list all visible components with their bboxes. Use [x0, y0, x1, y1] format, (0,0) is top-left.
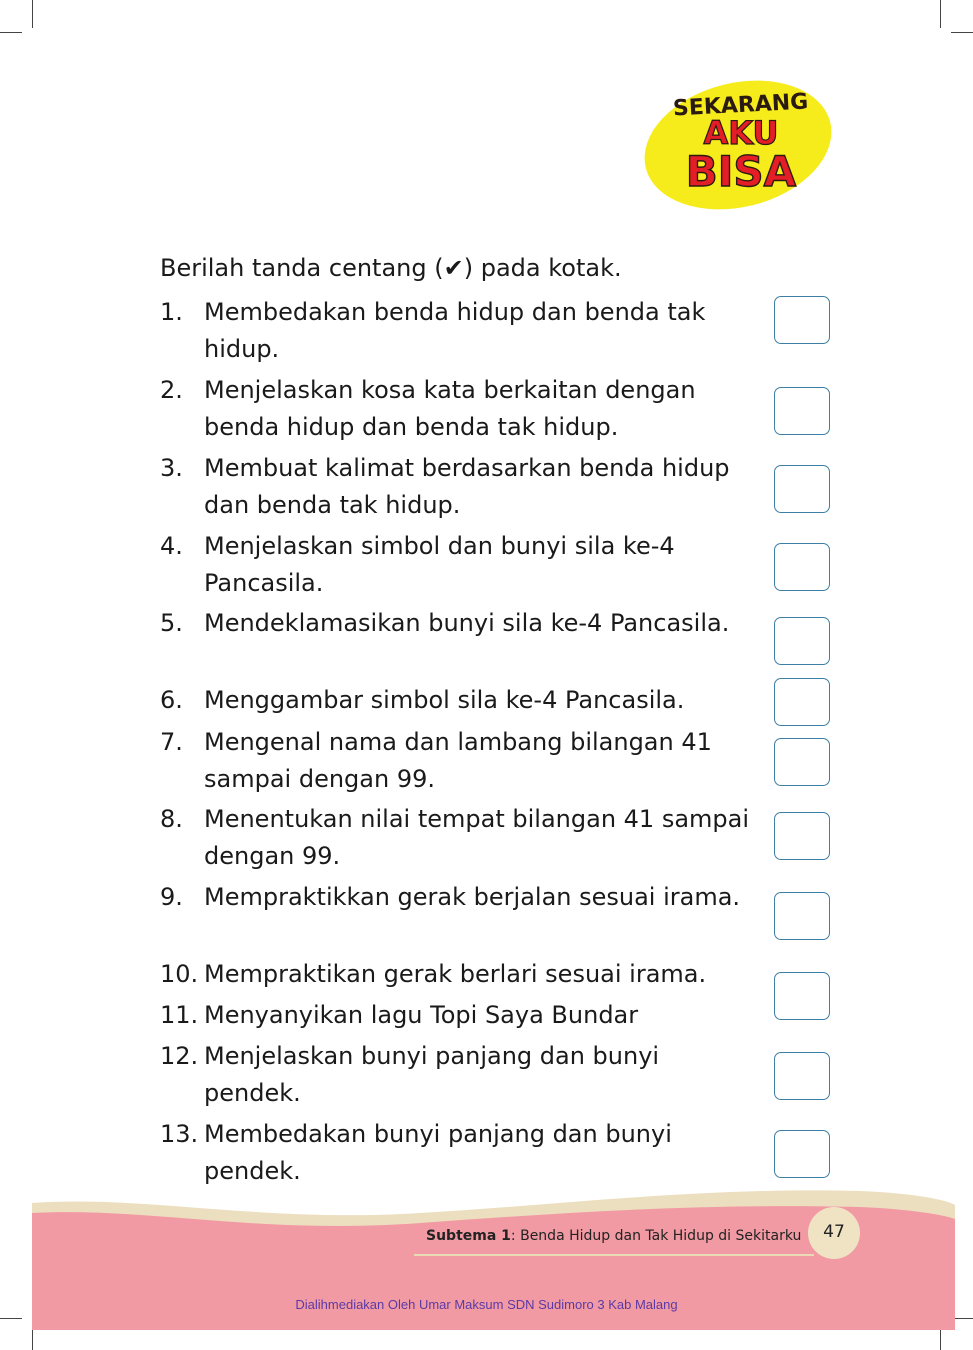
- checkbox-item-12[interactable]: [774, 1130, 830, 1178]
- list-item: [160, 879, 760, 916]
- checkbox-item-5[interactable]: [774, 617, 830, 665]
- item-text: Menentukan nilai tempat bilangan 41 sampai dengan 99.: [204, 805, 750, 870]
- item-text: Menjelaskan simbol dan bunyi sila ke-4 Pancasila.: [204, 532, 675, 597]
- list-item: [160, 997, 760, 1034]
- item-text: Membedakan benda hidup dan benda tak hidup.: [204, 298, 706, 363]
- crop-mark: [940, 0, 941, 28]
- item-text: Menyanyikan lagu Topi Saya Bundar: [204, 1001, 639, 1029]
- list-item: [160, 801, 760, 875]
- item-text: Mempraktikan gerak berlari sesuai irama.: [204, 960, 707, 988]
- sekarang-aku-bisa-badge: [640, 70, 840, 215]
- list-item: [160, 1116, 760, 1190]
- item-number: 11.: [160, 1001, 199, 1029]
- item-number: 2.: [160, 376, 183, 404]
- item-number: 4.: [160, 532, 183, 560]
- badge-line3: BISA: [685, 147, 797, 196]
- checkbox-item-8[interactable]: [774, 812, 830, 860]
- subtema-text: : Benda Hidup dan Tak Hidup di Sekitarku: [510, 1228, 802, 1244]
- checkbox-item-9[interactable]: [774, 892, 830, 940]
- checkbox-item-7[interactable]: [774, 738, 830, 786]
- list-item: [160, 682, 760, 719]
- crop-mark: [32, 0, 33, 28]
- credit-text: Dialihmediakan Oleh Umar Maksum SDN Sudimoro 3 Kab Malang: [295, 1297, 678, 1312]
- checkbox-item-6[interactable]: [774, 678, 830, 726]
- list-item: [160, 528, 760, 602]
- item-number: 12.: [160, 1042, 199, 1070]
- list-item: [160, 724, 760, 798]
- checkbox-item-4[interactable]: [774, 543, 830, 591]
- item-number: 13.: [160, 1120, 199, 1148]
- item-text: Menjelaskan bunyi panjang dan bunyi pendek.: [204, 1042, 660, 1107]
- item-number: 7.: [160, 728, 183, 756]
- item-text: Menjelaskan kosa kata berkaitan dengan benda hidup dan benda tak hidup.: [204, 376, 696, 441]
- list-item: [160, 605, 760, 642]
- list-item: [160, 956, 760, 993]
- checkbox-item-11[interactable]: [774, 1052, 830, 1100]
- item-text: Mengenal nama dan lambang bilangan 41 sampai dengan 99.: [204, 728, 712, 793]
- item-number: 3.: [160, 454, 183, 482]
- item-text: Menggambar simbol sila ke-4 Pancasila.: [204, 686, 685, 714]
- list-item: [160, 372, 760, 446]
- instruction-text: Berilah tanda centang (✔) pada kotak.: [160, 254, 622, 282]
- item-number: 1.: [160, 298, 183, 326]
- crop-mark: [951, 32, 973, 33]
- item-number: 8.: [160, 805, 183, 833]
- badge-line1: SEKARANG: [672, 89, 809, 122]
- item-text: Mendeklamasikan bunyi sila ke-4 Pancasila.: [204, 609, 730, 637]
- item-text: Mempraktikkan gerak berjalan sesuai irama.: [204, 883, 741, 911]
- list-item: [160, 294, 760, 368]
- item-number: 6.: [160, 686, 183, 714]
- badge-line2: AKU: [703, 114, 779, 152]
- subtema-caption: [426, 1228, 801, 1244]
- checkbox-item-3[interactable]: [774, 465, 830, 513]
- item-number: 5.: [160, 609, 183, 637]
- list-item: [160, 1038, 760, 1112]
- checkbox-item-10[interactable]: [774, 972, 830, 1020]
- item-text: Membuat kalimat berdasarkan benda hidup dan benda tak hidup.: [204, 454, 730, 519]
- list-item: [160, 450, 760, 524]
- checkbox-item-2[interactable]: [774, 387, 830, 435]
- subtema-underline: [414, 1254, 814, 1256]
- checkbox-item-1[interactable]: [774, 296, 830, 344]
- item-text: Membedakan bunyi panjang dan bunyi pendek.: [204, 1120, 672, 1185]
- subtema-label: Subtema 1: [426, 1228, 511, 1244]
- crop-mark: [0, 32, 22, 33]
- page-number: 47: [808, 1207, 860, 1259]
- item-number: 10.: [160, 960, 199, 988]
- item-number: 9.: [160, 883, 183, 911]
